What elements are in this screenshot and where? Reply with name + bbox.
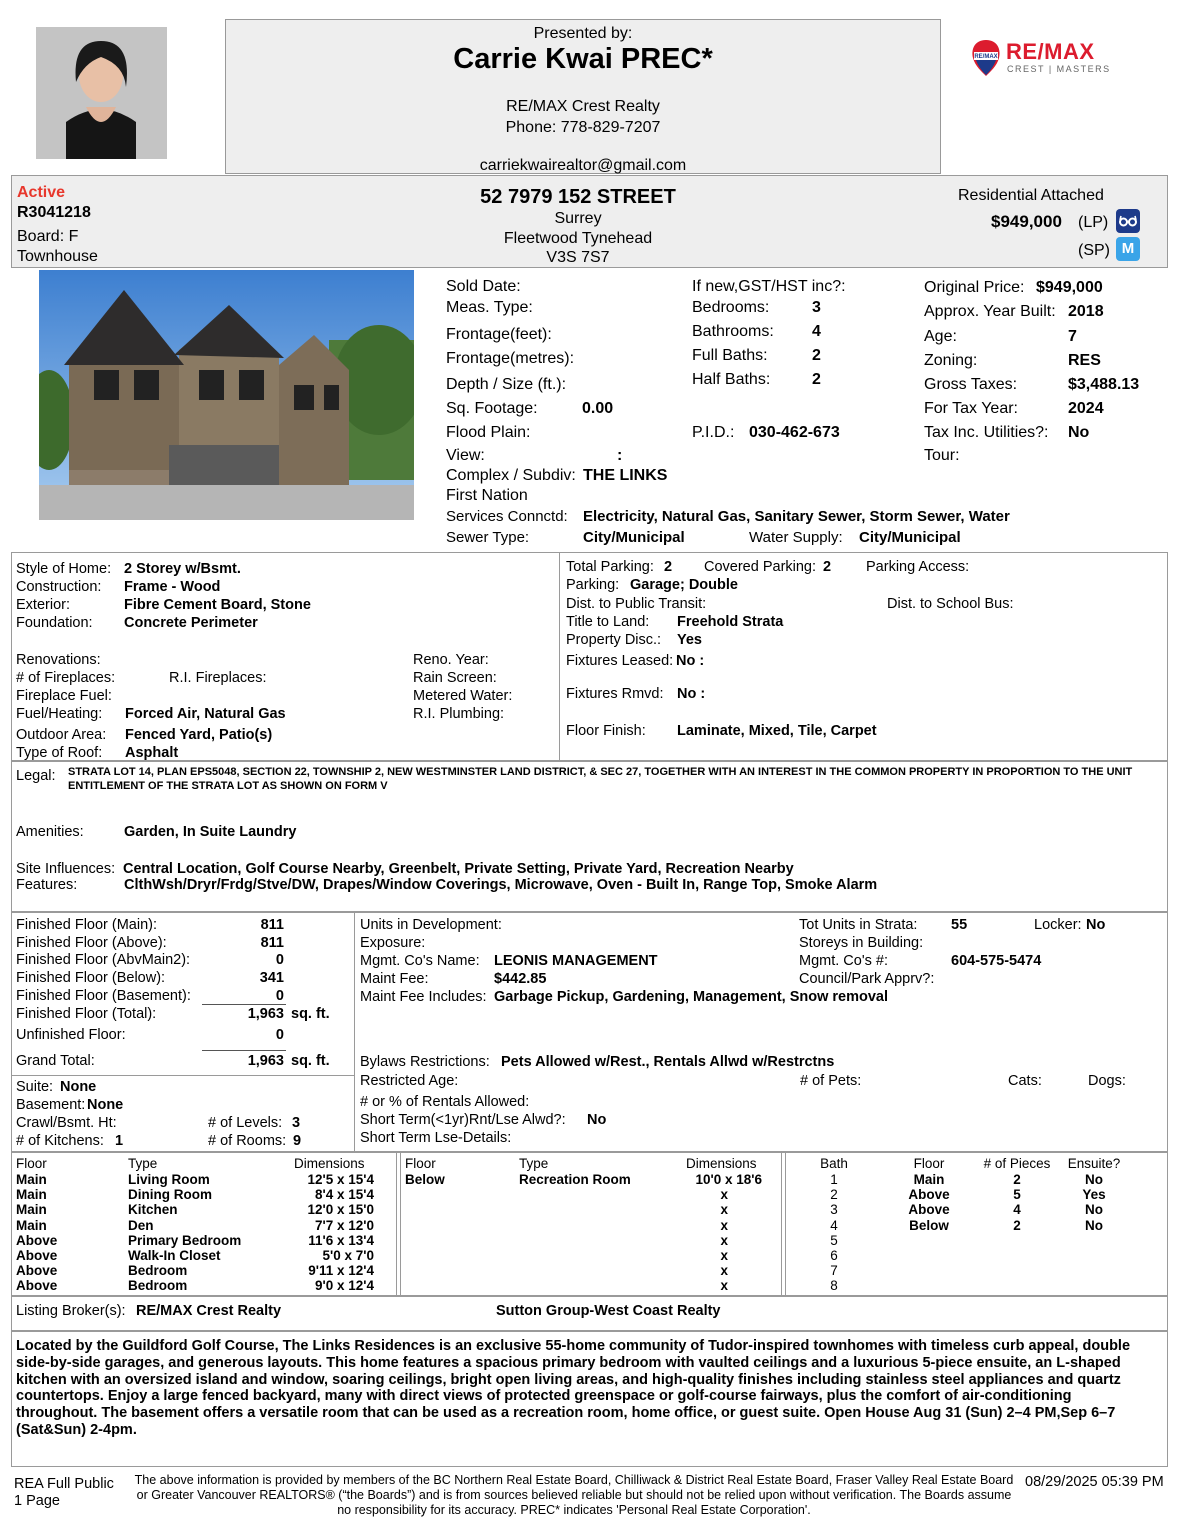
- label-exterior: Exterior:: [16, 597, 70, 613]
- list-price: $949,000: [991, 212, 1062, 231]
- table-row: x: [720, 1202, 728, 1218]
- tax-year: 2024: [1068, 400, 1104, 417]
- label-water: Water Supply:: [749, 529, 843, 546]
- remax-logo-sub: CREST | MASTERS: [1007, 64, 1111, 74]
- label-basement: Basement:: [16, 1097, 86, 1113]
- label-school-bus: Dist. to School Bus:: [887, 596, 1014, 612]
- floor-total: 1,963: [247, 1006, 284, 1022]
- legal-description: STRATA LOT 14, PLAN EPS5048, SECTION 22, TOWNSHIP 2, NEW WESTMINSTER LAND DISTRICT, & SEC 27, TOGETHER WITH AN INTEREST IN THE COMMON PROPERTY IN PROPORTION TO THE UNIT ENTITLEMENT OF THE STRATA LOT AS SHOWN ON FORM V: [68, 766, 1133, 792]
- site-influences: Central Location, Golf Course Nearby, Greenbelt, Private Setting, Private Yard, Recreation Nearby: [123, 861, 794, 877]
- listing-address: 52 7979 152 STREET: [480, 186, 676, 208]
- year-built: 2018: [1068, 303, 1104, 320]
- label-grand-total: Grand Total:: [16, 1053, 95, 1069]
- label-features: Features:: [16, 877, 78, 893]
- features: ClthWsh/Dryr/Frdg/Stve/DW, Drapes/Window Coverings, Microwave, Oven - Built In, Range Top, Smoke Alarm: [124, 877, 878, 893]
- kitchens: 1: [115, 1133, 124, 1149]
- table-row: [405, 1278, 445, 1293]
- sewer-type: City/Municipal: [583, 529, 685, 546]
- table-row: Kitchen: [128, 1202, 178, 1218]
- tax-utilities: No: [1068, 424, 1090, 441]
- table-row: 3: [830, 1202, 838, 1218]
- table-row: 9'11 x 12'4: [308, 1263, 374, 1279]
- table-row: [405, 1218, 445, 1233]
- table-row: 8: [830, 1278, 838, 1294]
- label-maint-includes: Maint Fee Includes:: [360, 989, 487, 1005]
- floor-below: 341: [259, 970, 284, 986]
- svg-text:RE/MAX: RE/MAX: [974, 54, 998, 60]
- label-site-influences: Site Influences:: [16, 861, 116, 877]
- baths-num-col: [809, 1172, 859, 1294]
- label-flood-plain: Flood Plain:: [446, 424, 531, 441]
- label-transit: Dist. to Public Transit:: [566, 596, 707, 612]
- table-row: Dining Room: [128, 1187, 212, 1203]
- gross-taxes: $3,488.13: [1068, 376, 1140, 393]
- label-parking-access: Parking Access:: [866, 559, 970, 575]
- status-badge: Active: [17, 184, 66, 201]
- listing-category: Residential Attached: [958, 187, 1104, 204]
- label-fixtures-rmvd: Fixtures Rmvd:: [566, 686, 664, 702]
- label-complex: Complex / Subdiv:: [446, 467, 576, 484]
- label-floor-basement: Finished Floor (Basement):: [16, 988, 191, 1004]
- mgmt-number: 604-575-5474: [951, 953, 1042, 969]
- label-tax-utilities: Tax Inc. Utilities?:: [924, 424, 1049, 441]
- label-short-details: Short Term Lse-Details:: [360, 1130, 512, 1146]
- table-row: 5: [830, 1232, 838, 1248]
- table-row: [519, 1278, 631, 1293]
- parking: Garage; Double: [630, 577, 738, 593]
- label-legal: Legal:: [16, 768, 56, 784]
- full-baths: 2: [812, 347, 821, 364]
- label-covered-parking: Covered Parking:: [704, 559, 817, 575]
- presented-by-label: Presented by:: [533, 25, 633, 42]
- label-depth: Depth / Size (ft.):: [446, 376, 567, 393]
- grand-total-unit: sq. ft.: [291, 1053, 330, 1069]
- label-sewer: Sewer Type:: [446, 529, 530, 546]
- maint-includes: Garbage Pickup, Gardening, Management, Snow removal: [494, 989, 889, 1005]
- label-frontage-ft: Frontage(feet):: [446, 326, 552, 343]
- property-type: Townhouse: [17, 248, 98, 265]
- label-tot-units: Tot Units in Strata:: [799, 917, 918, 933]
- table-row: [405, 1248, 445, 1263]
- label-listing-broker: Listing Broker(s):: [16, 1303, 126, 1319]
- rooms-count: 9: [293, 1133, 302, 1149]
- table-row: x: [720, 1263, 728, 1279]
- agent-photo: [36, 27, 167, 159]
- label-floor-above: Finished Floor (Above):: [16, 935, 167, 951]
- rooms-header-floor: Floor: [16, 1156, 47, 1171]
- label-fuel-heating: Fuel/Heating:: [16, 706, 103, 722]
- rooms-header-type: Type: [128, 1156, 158, 1171]
- label-roof: Type of Roof:: [16, 745, 103, 761]
- rooms-header-floor-2: Floor: [405, 1156, 436, 1171]
- label-rentals: # or % of Rentals Allowed:: [360, 1094, 530, 1110]
- label-tax-year: For Tax Year:: [924, 400, 1018, 417]
- agent-phone: Phone: 778-829-7207: [505, 119, 661, 136]
- table-row: Walk-In Closet: [128, 1247, 221, 1263]
- floor-abvmain2: 0: [275, 952, 284, 968]
- label-fireplaces: # of Fireplaces:: [16, 670, 116, 686]
- remax-logo-text: RE/MAX: [1006, 39, 1095, 64]
- label-amenities: Amenities:: [16, 824, 84, 840]
- floor-total-unit: sq. ft.: [291, 1006, 330, 1022]
- label-storeys: Storeys in Building:: [799, 935, 924, 951]
- table-row: 5: [1013, 1187, 1021, 1203]
- basement: None: [87, 1097, 124, 1113]
- table-row: Main: [16, 1202, 47, 1218]
- label-levels: # of Levels:: [208, 1115, 283, 1131]
- table-row: Below: [909, 1217, 949, 1233]
- rooms-header-type-2: Type: [519, 1156, 549, 1171]
- listing-area: Fleetwood Tynehead: [503, 230, 653, 247]
- covered-parking: 2: [823, 559, 832, 575]
- suite: None: [60, 1079, 97, 1095]
- services: Electricity, Natural Gas, Sanitary Sewer, Storm Sewer, Water: [583, 508, 1010, 525]
- baths-header-ensuite: Ensuite?: [1067, 1156, 1121, 1171]
- label-property-disc: Property Disc.:: [566, 632, 662, 648]
- label-gross-taxes: Gross Taxes:: [924, 376, 1018, 393]
- table-row: 12'5 x 15'4: [307, 1172, 374, 1187]
- listing-postal: V3S 7S7: [546, 249, 610, 266]
- label-pid: P.I.D.:: [692, 424, 735, 441]
- label-crawl: Crawl/Bsmt. Ht:: [16, 1115, 117, 1131]
- label-floor-total: Finished Floor (Total):: [16, 1006, 157, 1022]
- table-row: 2: [830, 1187, 838, 1203]
- baths-pieces-col: [997, 1172, 1037, 1233]
- property-photo[interactable]: [39, 270, 414, 520]
- label-locker: Locker:: [1034, 917, 1082, 933]
- rooms-right-floor-col: [405, 1172, 445, 1294]
- half-baths: 2: [812, 371, 821, 388]
- table-row: 1: [830, 1172, 838, 1187]
- locker: No: [1086, 917, 1106, 933]
- baths-header-floor: Floor: [913, 1156, 945, 1171]
- rooms-right-type-col: [519, 1172, 631, 1294]
- public-remarks: Located by the Guildford Golf Course, The Links Residences is an exclusive 55-home community of Tudor-inspired townhomes with timeless curb appeal, double side-by-side garages, and generous layouts. This home features a spacious primary bedroom with vaulted ceilings and a luxurious 5-piece ensuite, an L-shaped kitchen with an oversized island and window, soaring ceilings, bright open living areas, and high-quality finishes including stainless steel appliances and quartz countertops. Enjoy a large fenced backyard, many with direct views of protected greenspace or golf-course fairways, plus the comfort of air-conditioning throughout. The basement offers a versatile room that can be used as a recreation room, home office, or guest suite. Open House Aug 31 (Sun) 2–4 PM,Sep 6–7 (Sat&Sun) 2-4pm.: [16, 1338, 1131, 1438]
- label-restricted-age: Restricted Age:: [360, 1073, 459, 1089]
- original-price: $949,000: [1036, 279, 1103, 296]
- table-row: [405, 1263, 445, 1278]
- label-short-term: Short Term(<1yr)Rnt/Lse Alwd?:: [360, 1112, 566, 1128]
- label-reno-year: Reno. Year:: [413, 652, 489, 668]
- label-parking: Parking:: [566, 577, 620, 593]
- m-icon[interactable]: M: [1116, 237, 1140, 261]
- floor-basement: 0: [275, 988, 284, 1004]
- amenities: Garden, In Suite Laundry: [124, 824, 297, 840]
- label-sq-footage: Sq. Footage:: [446, 400, 538, 417]
- report-type: REA Full Public: [14, 1476, 114, 1492]
- table-row: Above: [908, 1202, 950, 1218]
- age: 7: [1068, 328, 1077, 345]
- label-mgmt-number: Mgmt. Co's #:: [799, 953, 888, 969]
- table-row: Main: [913, 1172, 945, 1187]
- table-row: 7: [830, 1263, 838, 1279]
- baths-header-pieces: # of Pieces: [983, 1156, 1051, 1171]
- label-zoning: Zoning:: [924, 352, 978, 369]
- label-unfinished: Unfinished Floor:: [16, 1027, 126, 1043]
- rooms-left-floor-col: [16, 1172, 57, 1294]
- label-view: View:: [446, 447, 485, 464]
- pid: 030-462-673: [749, 424, 840, 441]
- maint-fee: $442.85: [494, 971, 547, 987]
- label-meas-type: Meas. Type:: [446, 299, 533, 316]
- roof-type: Asphalt: [125, 745, 179, 761]
- table-row: Recreation Room: [519, 1172, 631, 1187]
- label-floor-abvmain2: Finished Floor (AbvMain2):: [16, 952, 191, 968]
- table-row: 12'0 x 15'0: [307, 1202, 374, 1218]
- sp-label: (SP): [1078, 242, 1110, 259]
- table-row: 8'4 x 15'4: [315, 1187, 374, 1203]
- label-exposure: Exposure:: [360, 935, 426, 951]
- sq-footage: 0.00: [582, 400, 614, 417]
- rooms-left-type-col: [128, 1172, 241, 1294]
- outdoor-area: Fenced Yard, Patio(s): [125, 727, 273, 743]
- board: Board: F: [17, 228, 79, 245]
- table-row: [519, 1248, 631, 1263]
- tot-units: 55: [951, 917, 968, 933]
- label-ri-plumbing: R.I. Plumbing:: [413, 706, 505, 722]
- label-half-baths: Half Baths:: [692, 371, 771, 388]
- table-row: No: [1085, 1172, 1103, 1187]
- table-row: Den: [128, 1217, 154, 1233]
- grand-total: 1,963: [247, 1053, 284, 1069]
- fixtures-leased: No :: [676, 653, 705, 669]
- label-units-dev: Units in Development:: [360, 917, 502, 933]
- baths-floor-col: [899, 1172, 959, 1233]
- label-first-nation: First Nation: [446, 487, 528, 504]
- rooms-right-dim-col: [640, 1172, 762, 1294]
- label-fireplace-fuel: Fireplace Fuel:: [16, 688, 112, 704]
- mgmt-name: LEONIS MANAGEMENT: [494, 953, 658, 969]
- agent-name: Carrie Kwai PREC*: [453, 43, 713, 75]
- table-row: Main: [16, 1187, 47, 1203]
- table-row: Living Room: [128, 1172, 210, 1187]
- bylaws: Pets Allowed w/Rest., Rentals Allwd w/Restrctns: [501, 1054, 835, 1070]
- table-row: [519, 1187, 631, 1202]
- table-row: [405, 1202, 445, 1217]
- floor-main: 811: [260, 917, 284, 933]
- label-bylaws: Bylaws Restrictions:: [360, 1054, 490, 1070]
- title-to-land: Freehold Strata: [677, 614, 784, 630]
- table-row: 2: [1013, 1172, 1021, 1187]
- label-sold-date: Sold Date:: [446, 278, 521, 295]
- mls-number: R3041218: [17, 204, 91, 221]
- table-row: x: [720, 1217, 728, 1233]
- label-metered-water: Metered Water:: [413, 688, 513, 704]
- agent-email[interactable]: carriekwairealtor@gmail.com: [479, 157, 687, 174]
- table-row: Above: [16, 1247, 58, 1263]
- table-row: 7'7 x 12'0: [315, 1217, 374, 1233]
- zoning: RES: [1068, 352, 1101, 369]
- label-rain-screen: Rain Screen:: [413, 670, 497, 686]
- table-row: Above: [16, 1278, 58, 1294]
- table-row: 2: [1013, 1217, 1021, 1233]
- table-row: No: [1085, 1202, 1103, 1218]
- rooms-header-dimensions-2: Dimensions: [686, 1156, 757, 1171]
- label-floor-below: Finished Floor (Below):: [16, 970, 166, 986]
- label-services: Services Connctd:: [446, 508, 568, 525]
- label-council: Council/Park Apprv?:: [799, 971, 935, 987]
- agent-brokerage: RE/MAX Crest Realty: [506, 98, 660, 115]
- table-row: x: [720, 1187, 728, 1203]
- label-maint-fee: Maint Fee:: [360, 971, 429, 987]
- label-fixtures-leased: Fixtures Leased:: [566, 653, 674, 669]
- table-row: [519, 1202, 631, 1217]
- label-renovations: Renovations:: [16, 652, 101, 668]
- floor-above: 811: [260, 935, 284, 951]
- table-row: 4: [830, 1217, 838, 1233]
- foundation: Concrete Perimeter: [124, 615, 258, 631]
- label-frontage-m: Frontage(metres):: [446, 350, 575, 367]
- table-row: Primary Bedroom: [128, 1232, 242, 1248]
- table-row: [405, 1187, 445, 1202]
- table-row: Above: [908, 1187, 950, 1203]
- table-row: [519, 1233, 631, 1248]
- bedrooms: 3: [812, 299, 821, 316]
- levels: 3: [292, 1115, 301, 1131]
- baths-ensuite-col: [1068, 1172, 1120, 1233]
- label-title-land: Title to Land:: [566, 614, 650, 630]
- listing-city: Surrey: [554, 210, 602, 227]
- rooms-left-dim-col: [244, 1172, 374, 1294]
- lp-label: (LP): [1078, 214, 1109, 231]
- label-construction: Construction:: [16, 579, 102, 595]
- label-gst: If new,GST/HST inc?:: [692, 278, 846, 295]
- label-tour: Tour:: [924, 447, 960, 464]
- construction: Frame - Wood: [124, 579, 221, 595]
- table-row: 9'0 x 12'4: [315, 1278, 374, 1294]
- label-foundation: Foundation:: [16, 615, 93, 631]
- table-row: No: [1085, 1217, 1103, 1233]
- short-term: No: [587, 1112, 607, 1128]
- fixtures-rmvd: No :: [677, 686, 706, 702]
- table-row: Main: [16, 1172, 47, 1187]
- table-row: x: [720, 1232, 728, 1248]
- label-style: Style of Home:: [16, 561, 112, 577]
- complex-name: THE LINKS: [583, 467, 668, 484]
- table-row: x: [720, 1278, 728, 1294]
- label-kitchens: # of Kitchens:: [16, 1133, 104, 1149]
- total-parking: 2: [664, 559, 673, 575]
- listing-broker-2: Sutton Group-West Coast Realty: [496, 1303, 721, 1319]
- table-row: 6: [830, 1247, 838, 1263]
- label-bedrooms: Bedrooms:: [692, 299, 770, 316]
- table-row: [405, 1233, 445, 1248]
- table-row: x: [720, 1247, 728, 1263]
- view-colon: :: [617, 447, 623, 464]
- property-disc: Yes: [677, 632, 702, 648]
- table-row: 10'0 x 18'6: [695, 1172, 762, 1187]
- table-row: [519, 1263, 631, 1278]
- listing-broker-1: RE/MAX Crest Realty: [136, 1303, 282, 1319]
- label-year-built: Approx. Year Built:: [924, 303, 1056, 320]
- label-dogs: Dogs:: [1088, 1073, 1126, 1089]
- table-row: 11'6 x 13'4: [308, 1232, 374, 1248]
- table-row: 4: [1013, 1202, 1021, 1218]
- bathrooms: 4: [812, 323, 821, 340]
- label-full-baths: Full Baths:: [692, 347, 768, 364]
- table-row: Above: [16, 1263, 58, 1279]
- label-mgmt-name: Mgmt. Co's Name:: [360, 953, 480, 969]
- table-row: Above: [16, 1232, 58, 1248]
- label-cats: Cats:: [1008, 1073, 1042, 1089]
- table-row: Yes: [1082, 1187, 1106, 1203]
- label-suite: Suite:: [16, 1079, 54, 1095]
- table-row: Bedroom: [128, 1263, 188, 1279]
- water-supply: City/Municipal: [859, 529, 961, 546]
- baths-header-bath: Bath: [820, 1156, 848, 1171]
- label-age: Age:: [924, 328, 957, 345]
- fuel-heating: Forced Air, Natural Gas: [125, 706, 286, 722]
- balloon-icon: [970, 38, 1002, 80]
- label-original-price: Original Price:: [924, 279, 1025, 296]
- label-outdoor: Outdoor Area:: [16, 727, 107, 743]
- table-row: Below: [405, 1172, 445, 1187]
- table-row: [519, 1218, 631, 1233]
- unfinished-floor: 0: [275, 1027, 284, 1043]
- label-ri-fireplaces: R.I. Fireplaces:: [169, 670, 267, 686]
- label-floor-finish: Floor Finish:: [566, 723, 646, 739]
- floor-finish: Laminate, Mixed, Tile, Carpet: [677, 723, 877, 739]
- label-total-parking: Total Parking:: [566, 559, 654, 575]
- report-timestamp: 08/29/2025 05:39 PM: [1025, 1474, 1164, 1490]
- rooms-header-dimensions: Dimensions: [294, 1156, 365, 1171]
- style-of-home: 2 Storey w/Bsmt.: [124, 561, 241, 577]
- table-row: 5'0 x 7'0: [322, 1247, 374, 1263]
- label-floor-main: Finished Floor (Main):: [16, 917, 158, 933]
- disclaimer: The above information is provided by members of the BC Northern Real Estate Board, Chilliwack & District Real Estate Board, Fraser Valley Real Estate Board or Greater Vancouver REALTORS® (“the Boards”) and is from sources believed reliable but should not be relied upon without verification. The Boards assume no responsibility for its accuracy. PREC* indicates 'Personal Real Estate Corporation'.: [134, 1473, 1014, 1517]
- exterior: Fibre Cement Board, Stone: [124, 597, 311, 613]
- label-bathrooms: Bathrooms:: [692, 323, 774, 340]
- page-count: 1 Page: [14, 1493, 60, 1509]
- remax-logo: [970, 38, 1110, 82]
- table-row: Main: [16, 1217, 47, 1233]
- label-pets: # of Pets:: [800, 1073, 862, 1089]
- table-row: Bedroom: [128, 1278, 188, 1294]
- glasses-icon[interactable]: [1116, 209, 1140, 233]
- label-rooms: # of Rooms:: [208, 1133, 287, 1149]
